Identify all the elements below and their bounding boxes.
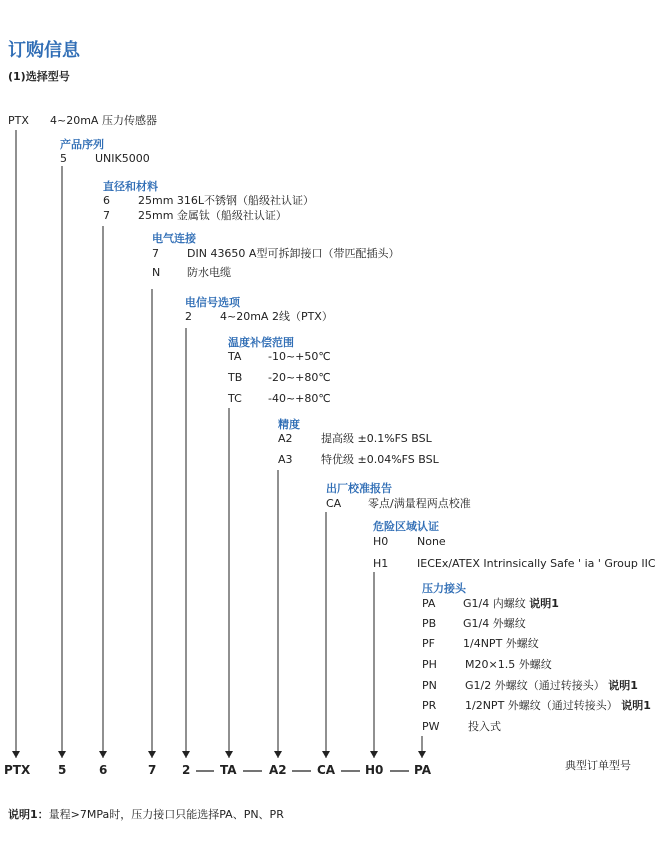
accuracy-heading: 精度 [278,418,300,431]
pressure-option-note: 说明1 [608,679,638,692]
hazard-option-desc: IECEx/ATEX Intrinsically Safe ' ia ' Group IIC [417,557,656,570]
typical-code: PA [414,763,431,777]
hazard-option-code: H0 [373,535,389,548]
pressure-option-code: PA [422,597,436,610]
hazard-heading: 危险区域认证 [373,520,439,533]
section-subtitle: (1)选择型号 [8,70,70,83]
accuracy-option-code: A3 [278,453,293,466]
pressure-option-code: PN [422,679,437,692]
temp-option-desc: -40~+80℃ [268,392,331,405]
root-code: PTX [8,114,29,127]
calibration-heading: 出厂校准报告 [326,482,392,495]
accuracy-option-desc: 提高级 ±0.1%FS BSL [321,432,432,445]
temp-option-code: TC [228,392,242,405]
series-heading: 产品序列 [60,138,104,151]
pressure-option-code: PW [422,720,440,733]
typical-code: 6 [99,763,108,777]
diameter-heading: 直径和材料 [103,180,158,193]
calibration-option-desc: 零点/满量程两点校准 [368,497,471,510]
typical-code: PTX [4,763,31,777]
series-option-desc: UNIK5000 [95,152,150,165]
pressure-option-code: PF [422,637,435,650]
diameter-option-desc: 25mm 316L不锈钢（船级社认证） [138,194,315,207]
electrical-option-code: 7 [152,247,159,260]
typical-code: H0 [365,763,384,777]
temp-option-code: TA [228,350,242,363]
typical-code: 2 [182,763,191,777]
pressure-option-desc: 1/2NPT 外螺纹（通过转接头） 说明1 [465,699,651,712]
pressure-option-code: PB [422,617,437,630]
signal-option-code: 2 [185,310,192,323]
pressure-option-code: PH [422,658,437,671]
footnote-label: 说明1： [8,808,49,821]
diameter-option-code: 6 [103,194,110,207]
temp-option-desc: -10~+50℃ [268,350,331,363]
diameter-option-code: 7 [103,209,110,222]
typical-code: TA [220,763,237,777]
typical-label: 典型订单型号 [565,759,631,772]
pressure-option-desc: 投入式 [468,720,501,733]
accuracy-option-code: A2 [278,432,293,445]
temp-option-code: TB [228,371,243,384]
page-title: 订购信息 [8,40,80,61]
signal-heading: 电信号选项 [185,296,240,309]
footnote [8,808,284,822]
typical-code: 7 [148,763,157,777]
typical-code: 5 [58,763,67,777]
hazard-option-code: H1 [373,557,389,570]
electrical-option-code: N [152,266,161,279]
pressure-option-code: PR [422,699,437,712]
pressure-option-desc: G1/4 内螺纹 说明1 [463,597,559,610]
hazard-option-desc: None [417,535,446,548]
temp-option-desc: -20~+80℃ [268,371,331,384]
typical-code: A2 [269,763,287,777]
electrical-option-desc: DIN 43650 A型可拆卸接口（带匹配插头） [187,247,400,260]
diameter-option-desc: 25mm 金属钛（船级社认证） [138,209,287,222]
temp-heading: 温度补偿范围 [228,336,294,349]
typical-code: CA [317,763,336,777]
pressure-option-note: 说明1 [529,597,559,610]
calibration-option-code: CA [326,497,342,510]
signal-option-desc: 4~20mA 2线（PTX） [220,310,333,323]
accuracy-option-desc: 特优级 ±0.04%FS BSL [321,453,439,466]
pressure-option-note: 说明1 [621,699,651,712]
footnote-text: 量程>7MPa时，压力接口只能选择PA、PN、PR [48,808,284,821]
pressure-option-desc: G1/4 外螺纹 [463,617,526,630]
pressure-option-desc: M20×1.5 外螺纹 [465,658,552,671]
pressure-heading: 压力接头 [422,582,466,595]
pressure-option-desc: 1/4NPT 外螺纹 [463,637,539,650]
root-desc: 4~20mA 压力传感器 [50,114,157,127]
electrical-heading: 电气连接 [152,232,196,245]
pressure-option-desc: G1/2 外螺纹（通过转接头） 说明1 [465,679,638,692]
electrical-option-desc: 防水电缆 [187,266,231,279]
series-option-code: 5 [60,152,67,165]
